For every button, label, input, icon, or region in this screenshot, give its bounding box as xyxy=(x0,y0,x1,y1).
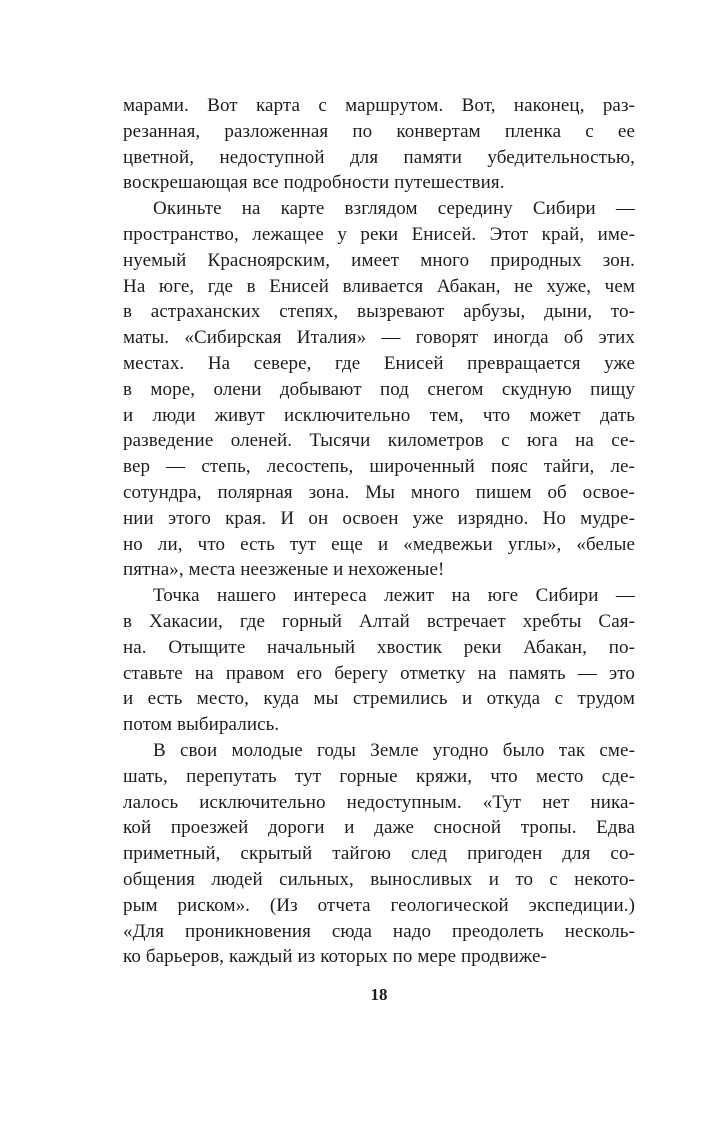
text-line: в Хакасии, где горный Алтай встречает хребты Сая- xyxy=(123,610,635,632)
text-line: Окиньте на карте взглядом середину Сибири — xyxy=(153,198,635,220)
text-line: ставьте на правом его берегу отметку на память — это xyxy=(123,662,635,684)
text-line: и есть место, куда мы стремились и откуда с трудом xyxy=(123,688,635,710)
text-line: кой проезжей дороги и даже сносной тропы. Едва xyxy=(123,817,635,839)
text-line: пятна», места неезженые и нехоженые! xyxy=(123,559,445,581)
text-line: сотундра, полярная зона. Мы много пишем об освое- xyxy=(123,481,635,503)
text-line: потом выбирались. xyxy=(123,714,280,736)
text-line: и люди живут исключительно тем, что может дать xyxy=(123,404,635,426)
text-line: маты. «Сибирская Италия» — говорят иногда об этих xyxy=(123,327,635,349)
text-line: резанная, разложенная по конвертам пленка с ее xyxy=(123,120,635,142)
text-line: Точка нашего интереса лежит на юге Сибири — xyxy=(153,585,635,607)
paragraph xyxy=(123,738,635,970)
text-line: В свои молодые годы Земле угодно было так сме- xyxy=(153,739,635,761)
text-line: на. Отыщите начальный хвостик реки Абакан, по- xyxy=(123,636,635,658)
paragraph xyxy=(123,583,635,738)
paragraph xyxy=(123,196,635,583)
text-line: марами. Вот карта с маршрутом. Вот, наконец, раз- xyxy=(123,95,635,116)
text-line: воскрешающая все подробности путешествия. xyxy=(123,172,505,194)
text-block xyxy=(123,93,635,970)
text-line: рым риском». (Из отчета геологической экспедиции.) xyxy=(123,894,635,916)
text-line: приметный, скрытый тайгою след пригоден для со- xyxy=(123,843,635,865)
text-line: ко барьеров, каждый из которых по мере продвиже- xyxy=(123,946,547,968)
text-line: нии этого края. И он освоен уже изрядно. Но мудре- xyxy=(123,507,635,529)
text-line: лалось исключительно недоступным. «Тут нет ника- xyxy=(123,791,635,813)
text-line: в астраханских степях, вызревают арбузы, дыни, то- xyxy=(123,301,635,323)
text-line: пространство, лежащее у реки Енисей. Этот край, име- xyxy=(123,223,635,245)
text-line: цветной, недоступной для памяти убедительностью, xyxy=(123,146,635,168)
text-line: нуемый Красноярским, имеет много природных зон. xyxy=(123,249,635,271)
text-line: местах. На севере, где Енисей превращается уже xyxy=(123,352,635,374)
text-line: На юге, где в Енисей вливается Абакан, не хуже, чем xyxy=(123,275,635,297)
text-line: но ли, что есть тут еще и «медвежьи углы», «белые xyxy=(123,533,635,555)
text-line: в море, олени добывают под снегом скудную пищу xyxy=(123,378,635,400)
text-line: «Для проникновения сюда надо преодолеть несколь- xyxy=(123,920,635,942)
text-line: общения людей сильных, выносливых и то с некото- xyxy=(123,868,635,890)
page-number: 18 xyxy=(370,985,388,1004)
paragraph xyxy=(123,93,635,196)
text-line: шать, перепутать тут горные кряжи, что место сде- xyxy=(123,765,635,787)
text-line: вер — степь, лесостепь, широченный пояс тайги, ле- xyxy=(123,456,635,478)
text-line: разведение оленей. Тысячи километров с юга на се- xyxy=(123,430,635,452)
